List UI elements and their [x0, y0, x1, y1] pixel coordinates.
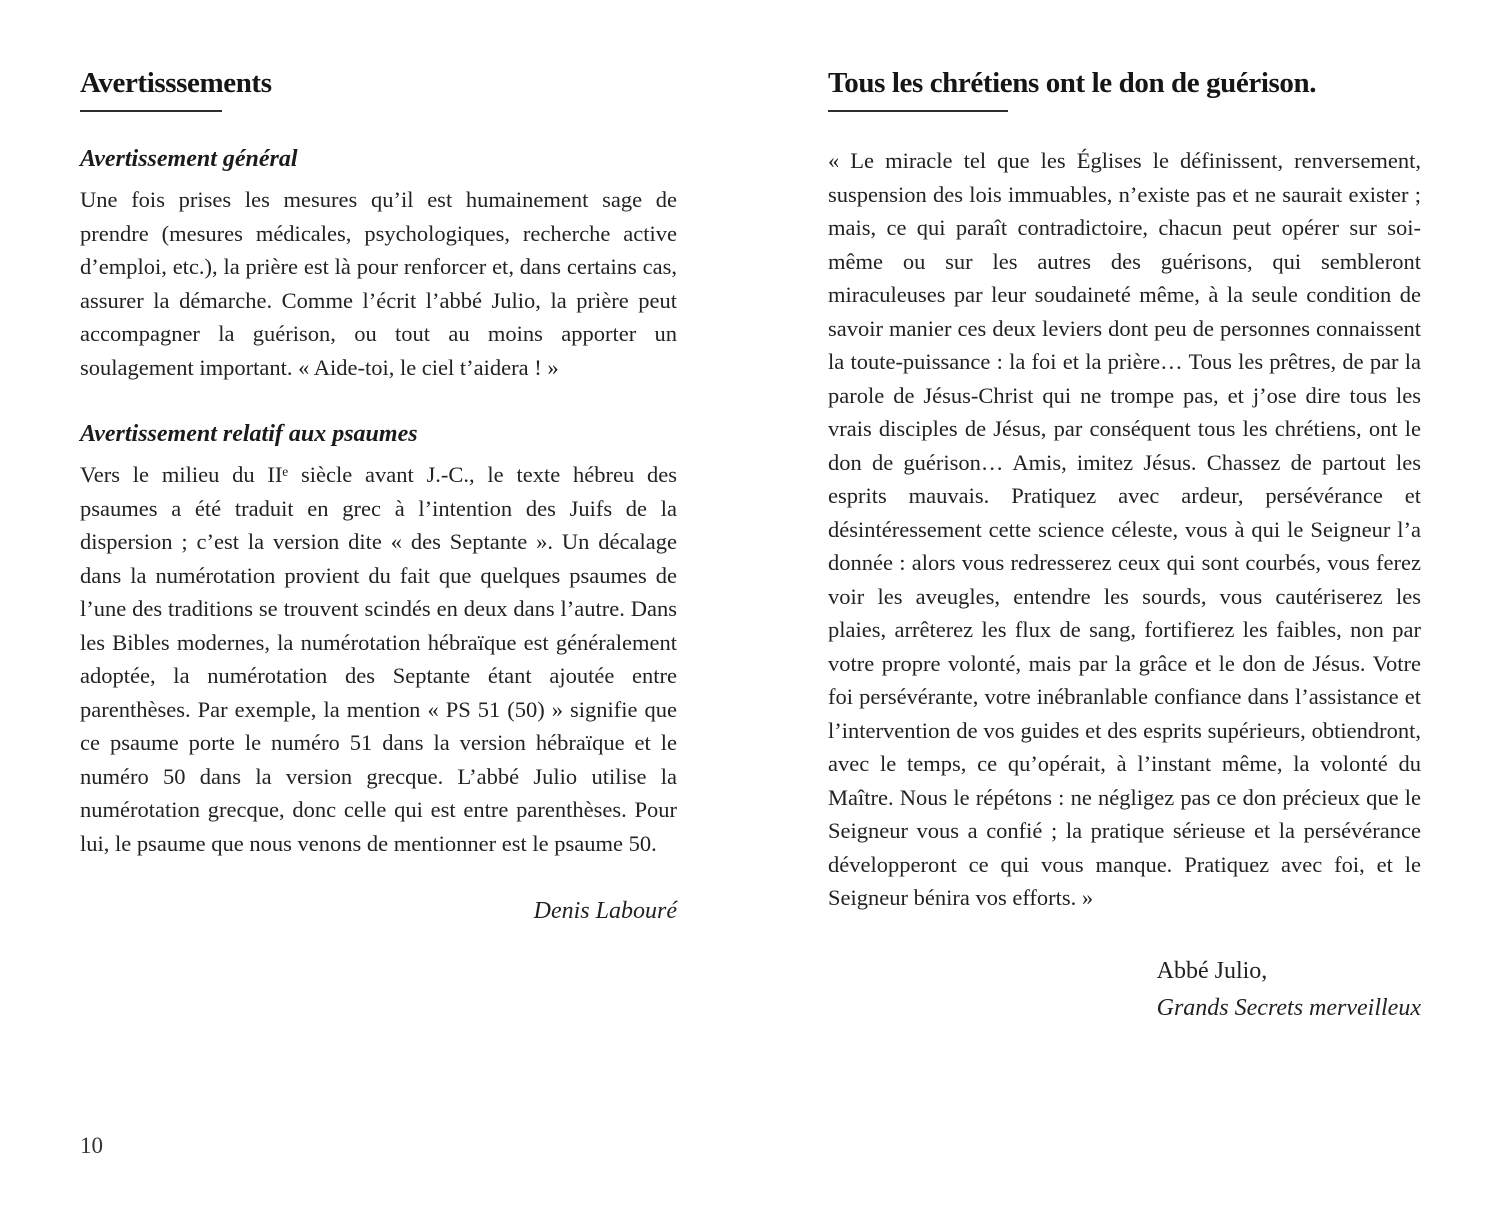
right-title-underline	[828, 110, 1008, 112]
left-page-title: Avertisssements	[80, 67, 272, 99]
section-heading-avertissement-psaumes: Avertissement relatif aux psaumes	[80, 421, 418, 447]
attribution-author: Abbé Julio,	[1156, 957, 1268, 984]
attribution-block	[828, 953, 1421, 1027]
signature-denis-laboure: Denis Labouré	[533, 898, 677, 924]
right-page	[828, 0, 1421, 1027]
paragraph-avertissement-general: Une fois prises les mesures qu’il est humainement sage de prendre (mesures médicales, psychologiques, recherche active d’emploi, etc.), la prière est là pour renforcer et, dans certains cas, assurer la démarche. Comme l’écrit l’abbé Julio, la prière peut accompagner la guérison, ou tout au moins apporter un soulagement important. « Aide-toi, le ciel t’aidera ! »	[80, 187, 677, 380]
attribution-inner	[1157, 953, 1421, 1027]
left-page	[80, 0, 677, 926]
paragraph-quote-abbe-julio: « Le miracle tel que les Églises le définissent, renversement, suspension des lois immuables, n’existe pas et ne saurait exister ; mais, ce qui paraît contradictoire, chacun peut opérer sur soi-même ou sur les autres des guérisons, qui sembleront miraculeuses par leur soudaineté même, à la seule condition de savoir manier ces deux leviers dont peu de personnes connaissent la toute-puissance : la foi et la prière… Tous les prêtres, de par la parole de Jésus-Christ qui ne trompe pas, et j’ose dire tous les vrais disciples de Jésus, par conséquent tous les chrétiens, ont le don de guérison… Amis, imitez Jésus. Chassez de partout les esprits mauvais. Pratiquez avec ardeur, persévérance et désintéressement cette science céleste, vous à qui le Seigneur l’a donnée : alors vous redresserez ceux qui sont courbés, vous ferez voir les aveugles, entendre les sourds, vous cautériserez les plaies, arrêterez les flux de sang, fortifierez les faibles, non par votre propre volonté, mais par la grâce et le don de Jésus. Votre foi persévérante, votre inébranlable confiance dans l’assistance et l’intervention de vos guides et des esprits supérieurs, obtiendront, avec le temps, ce qu’opérait, à l’instant même, la volonté du Maître. Nous le répétons : ne négligez pas ce don précieux que le Seigneur vous a confié ; la pratique sérieuse et la persévérance développeront ce qui vous manque. Pratiquez avec foi, et le Seigneur bénira vos efforts. »	[828, 148, 1421, 910]
right-page-title: Tous les chrétiens ont le don de guérison.	[828, 67, 1317, 99]
section-heading-avertissement-general: Avertissement général	[80, 146, 298, 172]
paragraph-avertissement-psaumes: Vers le milieu du IIᵉ siècle avant J.-C., le texte hébreu des psaumes a été traduit en grec à l’intention des Juifs de la dispersion ; c’est la version dite « des Septante ». Un décalage dans la numérotation provient du fait que quelques psaumes de l’une des traditions se trouvent scindés en deux dans l’autre. Dans les Bibles modernes, la numérotation hébraïque est généralement adoptée, la numérotation des Septante étant ajoutée entre parenthèses. Par exemple, la mention « PS 51 (50) » signifie que ce psaume porte le numéro 51 dans la version hébraïque et le numéro 50 dans la version grecque. L’abbé Julio utilise la numérotation grecque, donc celle qui est entre parenthèses. Pour lui, le psaume que nous venons de mentionner est le psaume 50.	[80, 462, 677, 856]
attribution-work-title: Grands Secrets merveilleux	[1156, 994, 1421, 1021]
left-title-underline	[80, 110, 222, 112]
page-number: 10	[80, 1133, 103, 1158]
